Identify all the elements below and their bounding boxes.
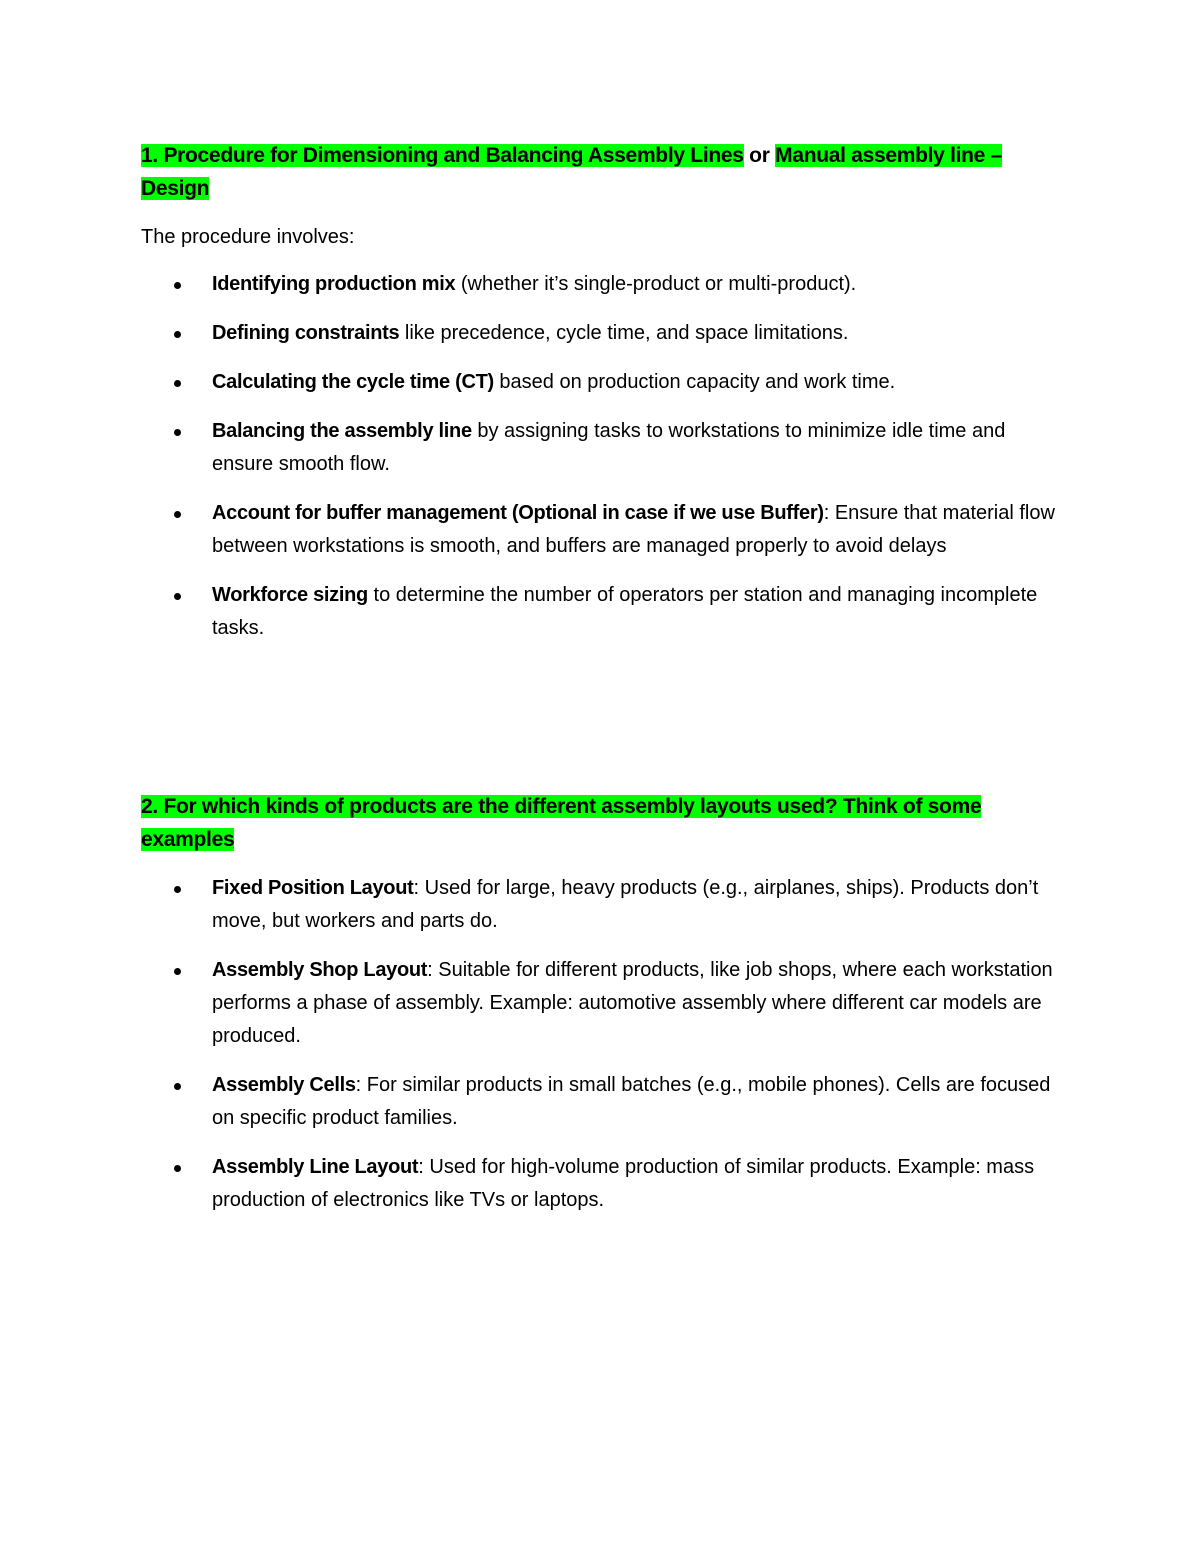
list-item (141, 366, 1061, 399)
bullet-icon (174, 886, 181, 893)
section-procedure (141, 139, 1061, 645)
list-item (141, 954, 1061, 1053)
bullet-icon (174, 1083, 181, 1090)
list-item (141, 872, 1061, 938)
item-text: : For similar products in small batches (e.g., mobile phones). Cells are focused on specific product families. (212, 1074, 1051, 1129)
item-text: based on production capacity and work time. (493, 371, 896, 393)
bullet-icon (174, 429, 181, 436)
list-item (141, 415, 1061, 481)
item-term: Assembly Line Layout (212, 1156, 419, 1178)
item-text: : Suitable for different products, like job shops, where each workstation performs a phase of assembly. Example: automotive assembly where different car models are produced. (212, 959, 1053, 1047)
bullet-icon (174, 968, 181, 975)
item-term: Balancing the assembly line (212, 420, 472, 442)
item-text: : Ensure that material flow between workstations is smooth, and buffers are managed properly to avoid delays (212, 502, 1055, 557)
heading-highlight-procedure: 1. Procedure for Dimensioning and Balancing Assembly Lines (141, 144, 744, 167)
bullet-icon (174, 331, 181, 338)
heading-highlight-manual-design: Manual assembly line – Design (141, 144, 1002, 200)
item-term: Identifying production mix (212, 273, 456, 295)
list-item (141, 268, 1061, 301)
item-term: Defining constraints (212, 322, 400, 344)
bullet-icon (174, 1165, 181, 1172)
list-item (141, 1151, 1061, 1217)
bullet-icon (174, 380, 181, 387)
heading-highlight-layouts: 2. For which kinds of products are the different assembly layouts used? Think of some examples (141, 795, 982, 851)
list-item (141, 497, 1061, 563)
section2-heading (141, 790, 1061, 856)
section1-intro: The procedure involves: (141, 226, 355, 248)
list-item (141, 1069, 1061, 1135)
item-term: Assembly Cells (212, 1074, 356, 1096)
item-text: by assigning tasks to workstations to minimize idle time and ensure smooth flow. (212, 420, 1006, 475)
list-item (141, 317, 1061, 350)
section1-heading (141, 139, 1061, 205)
procedure-list (141, 268, 1061, 645)
item-text: (whether it’s single-product or multi-product). (455, 273, 857, 295)
list-item (141, 579, 1061, 645)
section-layouts (141, 790, 1061, 1217)
bullet-icon (174, 593, 181, 600)
item-text: to determine the number of operators per station and managing incomplete tasks. (212, 584, 1038, 639)
item-term: Account for buffer management (Optional in case if we use Buffer) (212, 502, 824, 524)
item-term: Assembly Shop Layout (212, 959, 428, 981)
bullet-icon (174, 282, 181, 289)
bullet-icon (174, 511, 181, 518)
item-term: Fixed Position Layout (212, 877, 414, 899)
layouts-list (141, 872, 1061, 1217)
item-text: : Used for high-volume production of similar products. Example: mass production of electronics like TVs or laptops. (212, 1156, 1035, 1211)
item-text: like precedence, cycle time, and space limitations. (399, 322, 849, 344)
item-term: Workforce sizing (212, 584, 368, 606)
heading-joiner: or (743, 144, 776, 167)
item-term: Calculating the cycle time (CT) (212, 371, 494, 393)
item-text: : Used for large, heavy products (e.g., airplanes, ships). Products don’t move, but workers and parts do. (212, 877, 1039, 932)
